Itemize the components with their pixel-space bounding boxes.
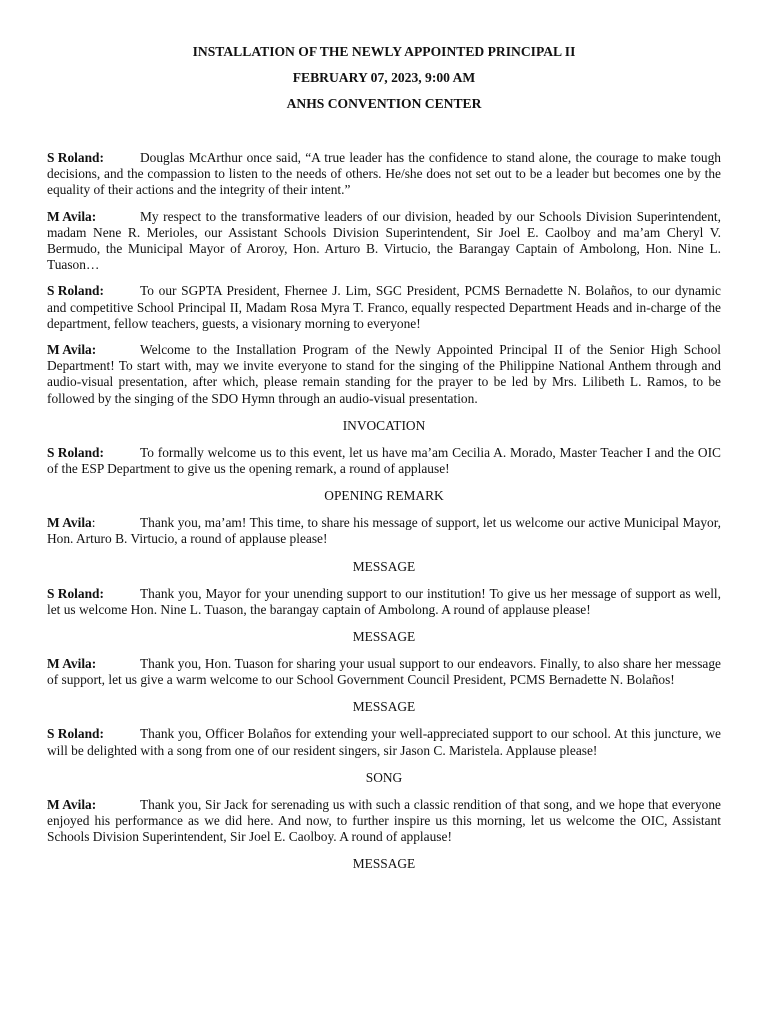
script-paragraph <box>47 283 721 332</box>
program-part-label: OPENING REMARK <box>324 488 444 504</box>
paragraph-text: To formally welcome us to this event, let us have ma’am Cecilia A. Morado, Master Teacher I and the OIC of the ESP Department to give us the opening remark, a round of applause! <box>47 444 721 477</box>
paragraph-text: Thank you, Officer Bolaños for extending your well-appreciated support to our school. At this juncture, we will be delighted with a song from one of our resident singers, sir Jason C. Maristela. Applause please! <box>47 726 721 758</box>
event-title: INSTALLATION OF THE NEWLY APPOINTED PRINCIPAL II <box>192 44 576 59</box>
program-part-label: SONG <box>365 769 403 785</box>
program-part-label: MESSAGE <box>352 699 416 715</box>
paragraph-text: Thank you, Sir Jack for serenading us with such a classic rendition of that song, and we hope that everyone enjoyed his performance as we did here. And now, to further inspire us this morning, let us welcome the OIC, Assistant Schools Division Superintendent, Sir Joel E. Caolboy. A round of applause! <box>47 796 721 845</box>
speaker-label: M Avila: <box>47 342 97 358</box>
script-paragraph <box>47 445 721 477</box>
speaker-name: M Avila <box>47 515 92 531</box>
speaker-colon: : <box>91 515 96 531</box>
speaker-label: M Avila: <box>47 656 97 672</box>
paragraph-text: Welcome to the Installation Program of the Newly Appointed Principal II of the Senior High School Department! To start with, may we invite everyone to stand for the singing of the Philippine National Anthem through and audio-visual presentation, after which, please remain standing for the prayer to be led by Mrs. Lilibeth L. Ramos, to be followed by the singing of the SDO Hymn through an audio-visual presentation. <box>47 342 721 406</box>
speaker-label: M Avila: <box>47 796 97 812</box>
program-part-label: MESSAGE <box>352 558 416 574</box>
script-paragraph <box>47 656 721 688</box>
program-part-label: INVOCATION <box>342 417 426 433</box>
paragraph-text: Thank you, Mayor for your unending support to our institution! To give us her message of support as well, let us welcome Hon. Nine L. Tuason, the barangay captain of Ambolong. A round of applause please! <box>47 585 721 617</box>
paragraph-text: To our SGPTA President, Fhernee J. Lim, SGC President, PCMS Bernadette N. Bolaños, to our dynamic and competitive School Principal II, Madam Rosa Myra T. Franco, equally respected Department Heads and in-charge of the department, fellow teachers, guests, a visionary morning to everyone! <box>47 283 721 331</box>
paragraph-text: Thank you, Hon. Tuason for sharing your usual support to our endeavors. Finally, to also share her message of support, let us give a warm welcome to our School Government Council President, PCMS Bernadette N. Bolaños! <box>47 656 721 688</box>
paragraph-text: Douglas McArthur once said, “A true leader has the confidence to stand alone, the courage to make tough decisions, and the compassion to listen to the needs of others. He/she does not set out to be a leader but becomes one by the equality of their actions and the integrity of their intent.” <box>47 150 721 198</box>
script-paragraph <box>47 150 721 199</box>
script-paragraph <box>47 342 721 407</box>
event-date: FEBRUARY 07, 2023, 9:00 AM <box>292 70 476 85</box>
speaker-label: S Roland: <box>47 150 104 165</box>
paragraph-text: My respect to the transformative leaders of our division, headed by our Schools Division Superintendent, madam Nene R. Merioles, our Assistant Schools Division Superintendent, Sir Joel E. Caolboy and ma’am Cheryl V. Bermudo, the Municipal Mayor of Aroroy, Hon. Arturo B. Virtucio, the Barangay Captain of Ambolong, Hon. Nine L. Tuason… <box>47 208 721 273</box>
speaker-label: S Roland: <box>47 726 104 742</box>
script-paragraph <box>47 797 721 846</box>
script-paragraph <box>47 209 721 274</box>
program-part-label: MESSAGE <box>352 856 416 872</box>
script-paragraph <box>47 586 721 618</box>
script-paragraph <box>47 515 721 547</box>
speaker-label: S Roland: <box>47 585 104 601</box>
speaker-label: S Roland: <box>47 444 104 460</box>
speaker-label <box>47 515 140 531</box>
document-page <box>47 0 721 872</box>
script-paragraph <box>47 726 721 758</box>
document-header <box>47 43 721 112</box>
paragraph-text: Thank you, ma’am! This time, to share his message of support, let us welcome our active Municipal Mayor, Hon. Arturo B. Virtucio, a round of applause please! <box>47 515 721 547</box>
event-venue: ANHS CONVENTION CENTER <box>286 96 482 111</box>
speaker-label: S Roland: <box>47 283 104 299</box>
program-part-label: MESSAGE <box>352 629 416 645</box>
speaker-label: M Avila: <box>47 208 97 224</box>
